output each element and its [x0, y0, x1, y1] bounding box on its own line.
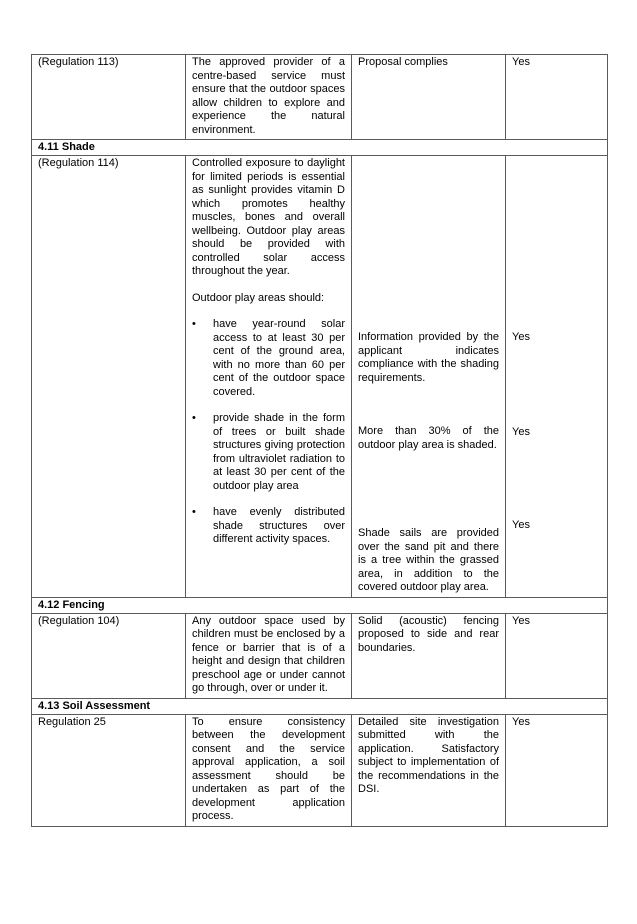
shade-complies-1: Yes: [512, 331, 530, 343]
comment-cell: Proposal complies: [352, 55, 506, 140]
regulation-cell: (Regulation 114): [32, 156, 186, 598]
section-heading-shade: 4.11 Shade: [32, 140, 608, 156]
compliance-table: [31, 54, 608, 827]
regulation-cell: (Regulation 104): [32, 613, 186, 698]
shade-intro: Controlled exposure to daylight for limited periods is essential as sunlight provides vitamin D which promotes healthy muscles, bones and overall wellbeing. Outdoor play areas should be provided with controlled solar access throughout the year.: [192, 157, 345, 277]
shade-bullet-list: [192, 318, 345, 547]
table-row: [32, 714, 608, 826]
table-row: [32, 613, 608, 698]
table-row: [32, 55, 608, 140]
requirement-cell: Any outdoor space used by children must be enclosed by a fence or barrier that is of a height and design that children preschool age or under cannot go through, over or under it.: [186, 613, 352, 698]
section-heading-row: [32, 698, 608, 714]
shade-complies-2: Yes: [512, 425, 530, 438]
requirement-cell: To ensure consistency between the development consent and the service approval application, a soil assessment should be undertaken as part of the development application process.: [186, 714, 352, 826]
requirement-cell: The approved provider of a centre-based service must ensure that the outdoor spaces allow children to explore and experience the natural environment.: [186, 55, 352, 140]
comment-cell: Detailed site investigation submitted with the application. Satisfactory subject to implementation of the recommendations in the DSI.: [352, 714, 506, 826]
list-item: • provide shade in the form of trees or built shade structures giving protection from ultraviolet radiation to at least 30 per cent of the outdoor play area: [192, 412, 345, 492]
section-heading-soil: 4.13 Soil Assessment: [32, 698, 608, 714]
list-item: • have evenly distributed shade structures over different activity spaces.: [192, 506, 345, 545]
shade-lead: Outdoor play areas should:: [192, 291, 325, 304]
section-heading-fencing: 4.12 Fencing: [32, 597, 608, 613]
complies-cell: Yes: [506, 613, 608, 698]
complies-cell: [506, 156, 608, 598]
shade-comment-3: Shade sails are provided over the sand pit and there is a tree within the grassed area, in addition to the covered outdoor play area.: [358, 527, 499, 593]
requirement-cell: [186, 156, 352, 598]
section-heading-row: [32, 140, 608, 156]
shade-comment-1: Information provided by the applicant indicates compliance with the shading requirements.: [358, 331, 499, 384]
comment-cell: Solid (acoustic) fencing proposed to side and rear boundaries.: [352, 613, 506, 698]
bullet-icon: •: [192, 412, 196, 424]
bullet-icon: •: [192, 506, 196, 518]
complies-cell: Yes: [506, 55, 608, 140]
regulation-cell: (Regulation 113): [32, 55, 186, 140]
complies-cell: Yes: [506, 714, 608, 826]
shade-comment-2: More than 30% of the outdoor play area is shaded.: [358, 425, 499, 451]
shade-complies-3: Yes: [512, 519, 530, 531]
regulation-cell: Regulation 25: [32, 714, 186, 826]
table-row: [32, 156, 608, 598]
list-item: • have year-round solar access to at least 30 per cent of the ground area, with no more than 60 per cent of the outdoor space covered.: [192, 318, 345, 398]
comment-cell: [352, 156, 506, 598]
section-heading-row: [32, 597, 608, 613]
bullet-icon: •: [192, 318, 196, 330]
